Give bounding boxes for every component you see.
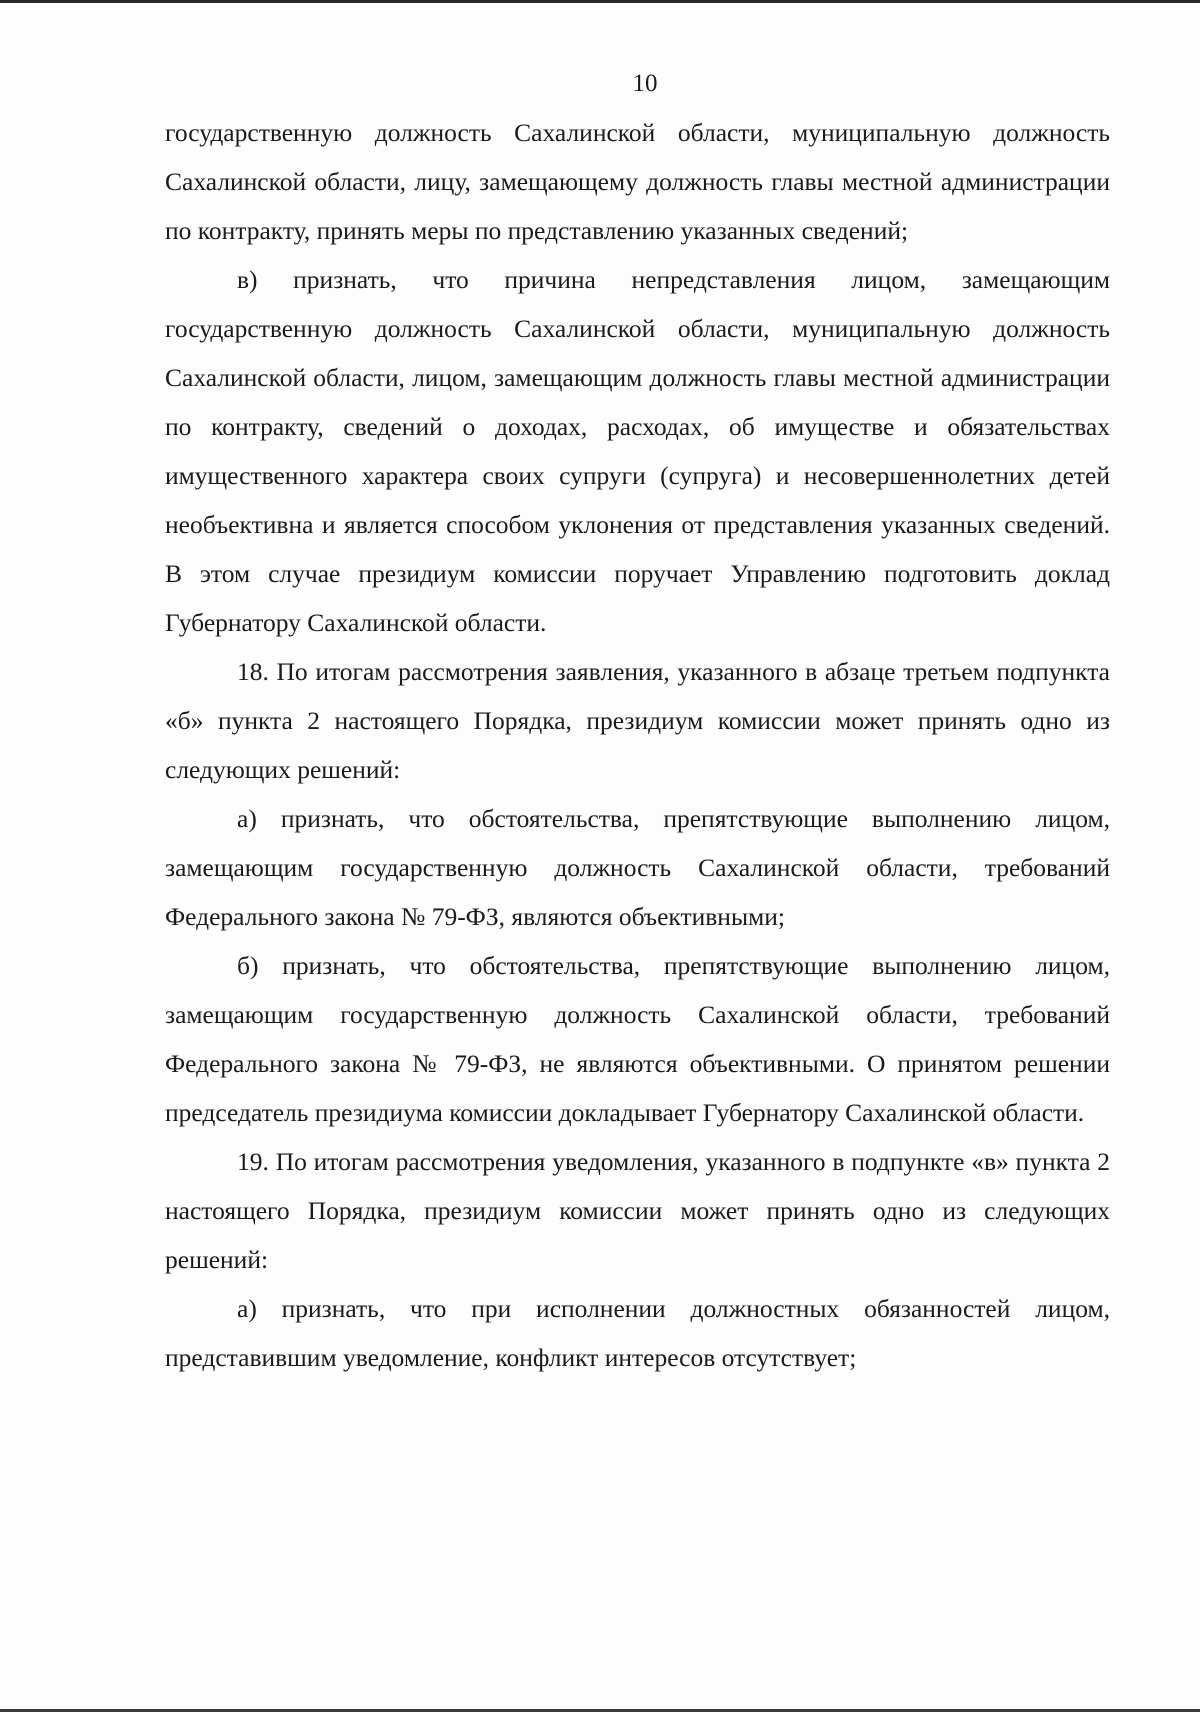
paragraph-19: 19. По итогам рассмотрения уведомления, указанного в подпункте «в» пункта 2 настоящего Порядка, президиум комиссии может принять одно из следующих решений: — [165, 1147, 1110, 1274]
paragraph-18-b: б) признать, что обстоятельства, препятствующие выполнению лицом, замещающим государственную должность Сахалинской области, требований Федерального закона № 79-ФЗ, не являются объективными. О принятом решении председатель президиума комиссии докладывает Губернатору Сахалинской области. — [165, 951, 1110, 1127]
document-body — [165, 108, 1110, 1382]
paragraph-18: 18. По итогам рассмотрения заявления, указанного в абзаце третьем подпункта «б» пункта 2 настоящего Порядка, президиум комиссии может принять одно из следующих решений: — [165, 657, 1110, 784]
page-number: 10 — [632, 70, 658, 97]
paragraph-item-v: в) признать, что причина непредставления лицом, замещающим государственную должность Сахалинской области, муниципальную должность Сахалинской области, лицом, замещающим должность главы местной администрации по контракту, сведений о доходах, расходах, об имуществе и обязательствах имущественного характера своих супруги (супруга) и несовершеннолетних детей необъективна и является способом уклонения от представления указанных сведений. В этом случае президиум комиссии поручает Управлению подготовить доклад Губернатору Сахалинской области. — [165, 265, 1110, 637]
scan-edge-top — [0, 0, 1200, 3]
paragraph-continuation: государственную должность Сахалинской области, муниципальную должность Сахалинской области, лицу, замещающему должность главы местной администрации по контракту, принять меры по представлению указанных сведений; — [165, 118, 1110, 245]
paragraph-18-a: а) признать, что обстоятельства, препятствующие выполнению лицом, замещающим государственную должность Сахалинской области, требований Федерального закона № 79-ФЗ, являются объективными; — [165, 804, 1110, 931]
paragraph-19-a: а) признать, что при исполнении должностных обязанностей лицом, представившим уведомление, конфликт интересов отсутствует; — [165, 1294, 1110, 1372]
